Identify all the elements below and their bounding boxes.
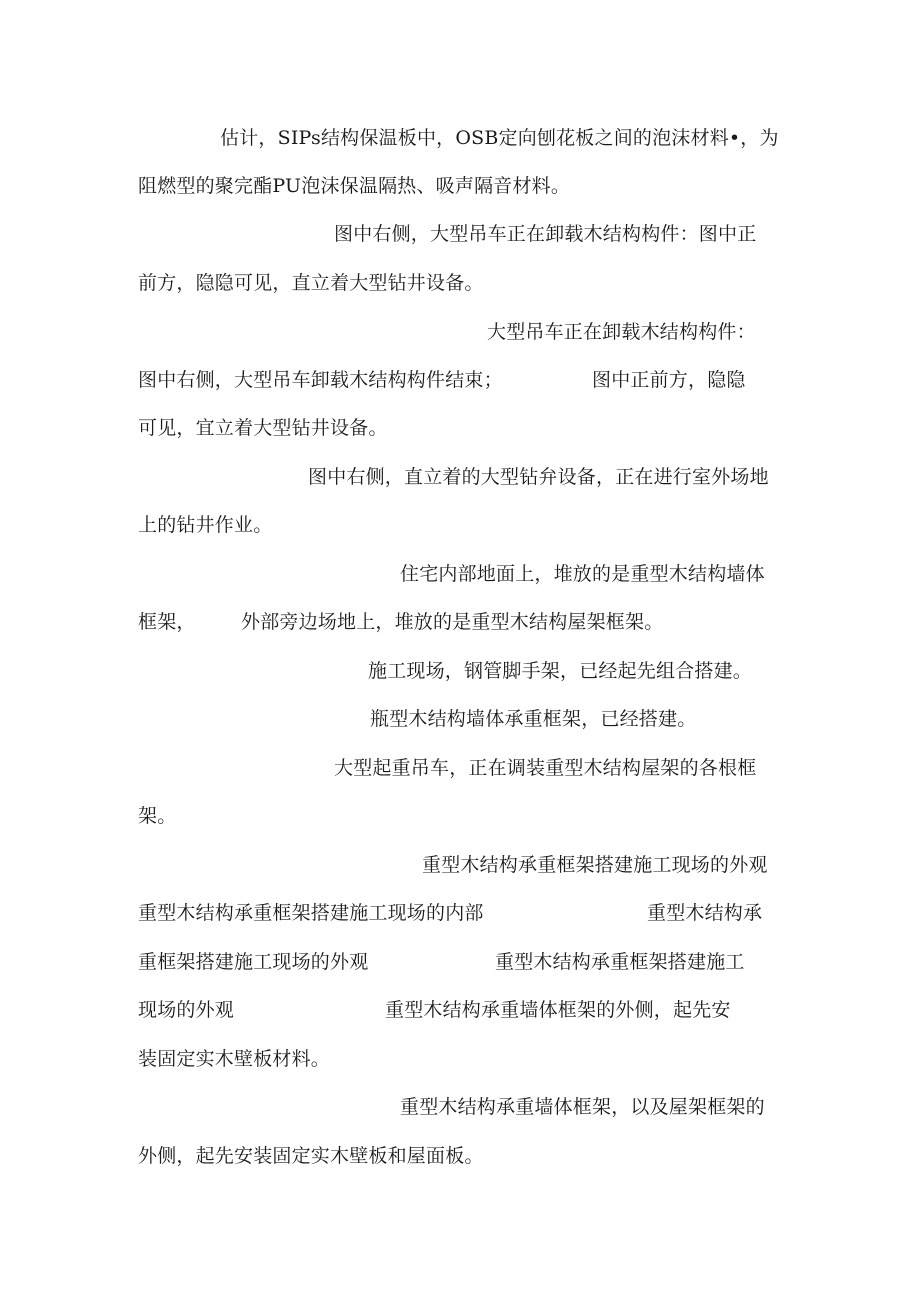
text-line: 图中正前方，隐隐 xyxy=(592,369,746,391)
text-line: 估计，SIPs结构保温板中，OSB定向刨花板之间的泡沫材料•，为 xyxy=(220,127,779,149)
text-line: 前方，隐隐可见，直立着大型钻井设备。 xyxy=(138,272,484,294)
text-line: 重型木结构承重墙体框架的外侧，起先安 xyxy=(385,999,731,1021)
text-line: 外侧，起先安装固定实木壁板和屋面板。 xyxy=(138,1145,484,1167)
text-line: 重型木结构承重框架搭建施工 xyxy=(495,951,745,973)
text-line: 现场的外观 xyxy=(138,999,235,1021)
text-line: 瓶型木结构墙体承重框架，已经搭建。 xyxy=(370,708,697,730)
text-line: 大型吊车正在卸载木结构构件： xyxy=(487,321,756,343)
text-line: 住宅内部地面上，堆放的是重型木结构墙体 xyxy=(400,563,765,585)
text-line: 施工现场，钢管脚手架，已经起先组合搭建。 xyxy=(368,660,753,682)
text-line: 装固定实木壁板材料。 xyxy=(138,1048,331,1070)
text-line: 重型木结构承重框架搭建施工现场的外观 xyxy=(422,854,768,876)
text-line: 重框架搭建施工现场的外观 xyxy=(138,951,369,973)
text-line: 可见，宜立着大型钻井设备。 xyxy=(138,417,388,439)
text-line: 大型起重吊车，正在调装重型木结构屋架的各根框 xyxy=(334,757,757,779)
text-line: 上的钻井作业。 xyxy=(138,514,273,536)
text-line: 图中右侧，大型吊车正在卸载木结构构件：图中正 xyxy=(334,223,757,245)
text-line: 图中右侧，大型吊车卸载木结构构件结束； xyxy=(138,369,503,391)
text-line: 外部旁边场地上，堆放的是重型木结构屋架框架。 xyxy=(241,611,664,633)
text-line: 框架， xyxy=(138,611,196,633)
text-line: 架。 xyxy=(138,805,177,827)
text-line: 阻燃型的聚完酯PU泡沫保温隔热、吸声隔音材料。 xyxy=(138,175,571,197)
text-line: 重型木结构承 xyxy=(647,902,763,924)
text-line: 图中右侧，直立着的大型钻弁设备，正在进行室外场地 xyxy=(308,466,769,488)
text-line: 重型木结构承重墙体框架，以及屋架框架的 xyxy=(400,1096,765,1118)
text-line: 重型木结构承重框架搭建施工现场的内部 xyxy=(138,902,484,924)
